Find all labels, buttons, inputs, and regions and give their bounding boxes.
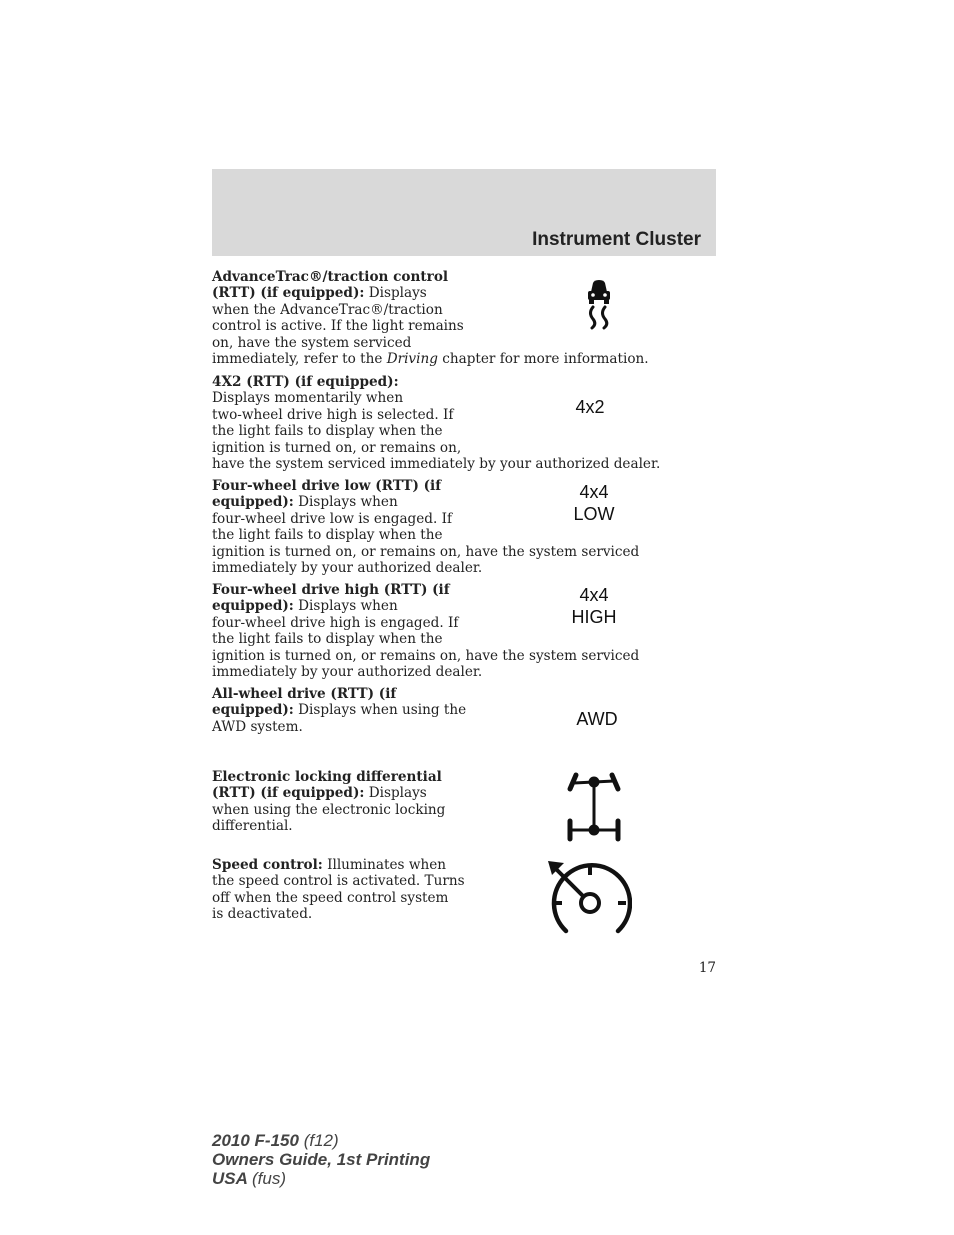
footer-region-code: (fus)	[252, 1169, 286, 1188]
entry-text: Illuminates when the speed control is activated. Turns off when the speed control system is deactivated.	[212, 857, 465, 923]
entry-heading: Four-wheel drive high (RTT) (if equipped):	[212, 582, 450, 615]
locking-differential-icon	[566, 771, 622, 843]
entry-text: Displays when four-wheel drive low is engaged. If the light fails to display when the ignition is turned on, or remains on, have the system serviced immediately by your authorized dealer.	[212, 494, 640, 577]
4x2-indicator-icon: 4x2	[575, 397, 605, 417]
traction-control-icon	[583, 278, 615, 330]
entry-text-tail: chapter for more information.	[437, 351, 649, 368]
entry-text: Displays momentarily when two-wheel drive high is selected. If the light fails to display when the ignition is turned on, or remains on, have the system serviced immediately by your authorized dealer.	[212, 390, 661, 473]
entry-heading: AdvanceTrac®/traction control (RTT) (if equipped):	[212, 269, 449, 302]
4x4-low-line2: LOW	[573, 504, 615, 524]
page-number: 17	[698, 960, 716, 976]
footer-printing-info	[212, 1131, 430, 1188]
speed-control-icon	[544, 857, 632, 935]
footer-guide: Owners Guide, 1st Printing	[212, 1150, 431, 1169]
footer-model-code: (f12)	[303, 1131, 339, 1150]
entry-text: Displays when four-wheel drive high is engaged. If the light fails to display when the ignition is turned on, or remains on, have the system serviced immediately by your authorized dealer.	[212, 598, 640, 681]
section-header-band	[212, 169, 716, 256]
entry-heading: Speed control:	[212, 857, 323, 873]
entry-text: Displays when the AdvanceTrac®/traction control is active. If the light remains on, have the system serviced immediately, refer to the	[212, 285, 464, 368]
4x4-high-indicator-icon	[558, 584, 630, 628]
4x4-low-line1: 4x4	[579, 482, 609, 502]
awd-indicator-icon: AWD	[576, 709, 618, 729]
entry-4x2	[212, 374, 682, 472]
footer-model: 2010 F-150	[212, 1131, 299, 1150]
footer-region: USA	[212, 1169, 248, 1188]
entry-italic: Driving	[386, 351, 438, 368]
entry-heading: 4X2 (RTT) (if equipped):	[212, 374, 399, 390]
entry-heading: All-wheel drive (RTT) (if equipped):	[212, 686, 397, 719]
section-title: Instrument Cluster	[532, 229, 701, 250]
4x4-high-line1: 4x4	[579, 585, 609, 605]
entry-heading: Four-wheel drive low (RTT) (if equipped):	[212, 478, 442, 511]
entry-text: Displays when using the AWD system.	[212, 702, 467, 735]
entry-text: Displays when using the electronic locking differential.	[212, 785, 446, 835]
4x4-low-indicator-icon	[558, 481, 630, 525]
entry-heading: Electronic locking differential (RTT) (if equipped):	[212, 769, 442, 802]
4x4-high-line2: HIGH	[571, 607, 617, 627]
